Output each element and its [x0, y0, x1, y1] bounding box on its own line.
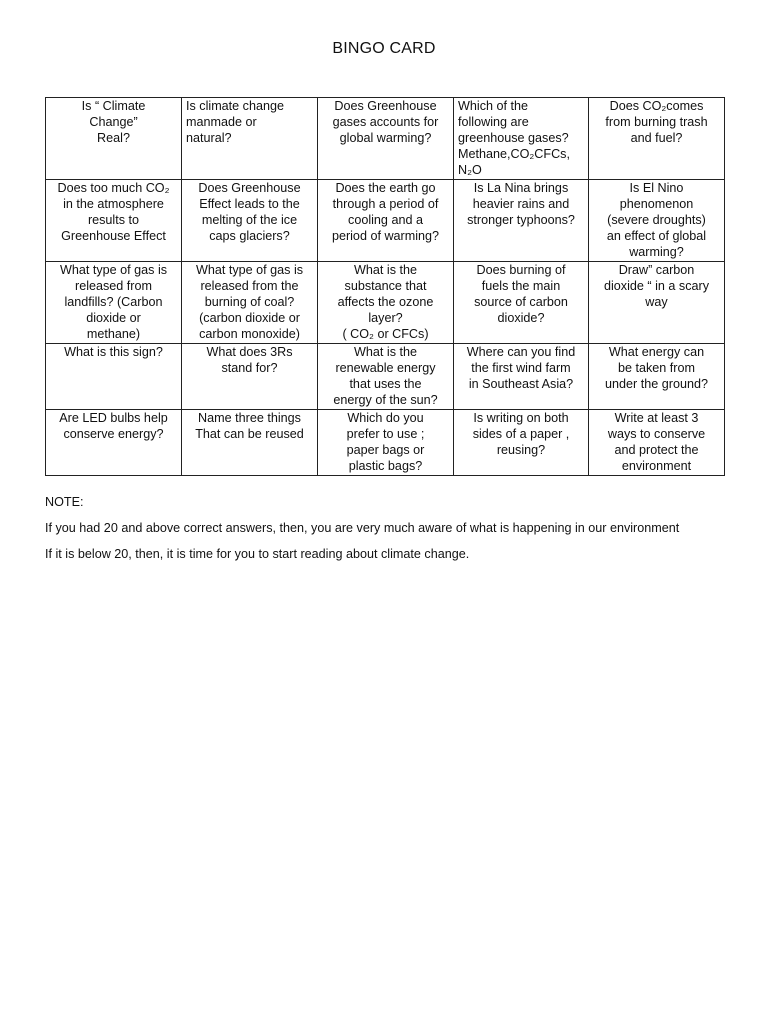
bingo-cell-2-3: Does the earth go through a period of cooling and a period of warming?: [318, 180, 454, 262]
bingo-cell-4-3: What is the renewable energy that uses the energy of the sun?: [318, 344, 454, 410]
bingo-cell-4-5: What energy can be taken from under the ground?: [589, 344, 725, 410]
bingo-cell-1-3: Does Greenhouse gases accounts for global warming?: [318, 98, 454, 180]
bingo-cell-2-5: Is El Nino phenomenon (severe droughts) an effect of global warming?: [589, 180, 725, 262]
bingo-cell-2-2: Does Greenhouse Effect leads to the melting of the ice caps glaciers?: [182, 180, 318, 262]
bingo-cell-2-4: Is La Nina brings heavier rains and stronger typhoons?: [454, 180, 589, 262]
bingo-row-3: [46, 262, 725, 344]
bingo-cell-4-1: What is this sign?: [46, 344, 182, 410]
bingo-cell-3-1: What type of gas is released from landfills? (Carbon dioxide or methane): [46, 262, 182, 344]
bingo-row-4: [46, 344, 725, 410]
bingo-row-1: [46, 98, 725, 180]
bingo-cell-3-5: Draw” carbon dioxide “ in a scary way: [589, 262, 725, 344]
note-section: [45, 494, 705, 572]
bingo-cell-5-2: Name three things That can be reused: [182, 410, 318, 476]
page-title: BINGO CARD: [332, 40, 436, 57]
note-heading: NOTE:: [45, 495, 84, 509]
bingo-row-5: [46, 410, 725, 476]
bingo-cell-5-1: Are LED bulbs help conserve energy?: [46, 410, 182, 476]
bingo-cell-5-3: Which do you prefer to use ; paper bags or plastic bags?: [318, 410, 454, 476]
bingo-cell-1-2: Is climate change manmade or natural?: [182, 98, 318, 180]
bingo-cell-5-5: Write at least 3 ways to conserve and protect the environment: [589, 410, 725, 476]
bingo-cell-1-4: Which of the following are greenhouse gases? Methane,CO₂CFCs, N₂O: [454, 98, 589, 180]
bingo-grid: [45, 97, 725, 476]
bingo-cell-2-1: Does too much CO₂ in the atmosphere results to Greenhouse Effect: [46, 180, 182, 262]
bingo-cell-4-2: What does 3Rs stand for?: [182, 344, 318, 410]
bingo-cell-3-3: What is the substance that affects the ozone layer? ( CO₂ or CFCs): [318, 262, 454, 344]
bingo-row-2: [46, 180, 725, 262]
bingo-cell-3-4: Does burning of fuels the main source of carbon dioxide?: [454, 262, 589, 344]
bingo-cell-1-5: Does CO₂comes from burning trash and fuel?: [589, 98, 725, 180]
note-line-2: If it is below 20, then, it is time for you to start reading about climate change.: [45, 547, 470, 561]
bingo-cell-4-4: Where can you find the first wind farm in Southeast Asia?: [454, 344, 589, 410]
bingo-cell-5-4: Is writing on both sides of a paper , reusing?: [454, 410, 589, 476]
note-line-1: If you had 20 and above correct answers, then, you are very much aware of what is happening in our environment: [45, 521, 680, 535]
bingo-cell-3-2: What type of gas is released from the burning of coal? (carbon dioxide or carbon monoxide): [182, 262, 318, 344]
bingo-cell-1-1: Is “ Climate Change” Real?: [46, 98, 182, 180]
